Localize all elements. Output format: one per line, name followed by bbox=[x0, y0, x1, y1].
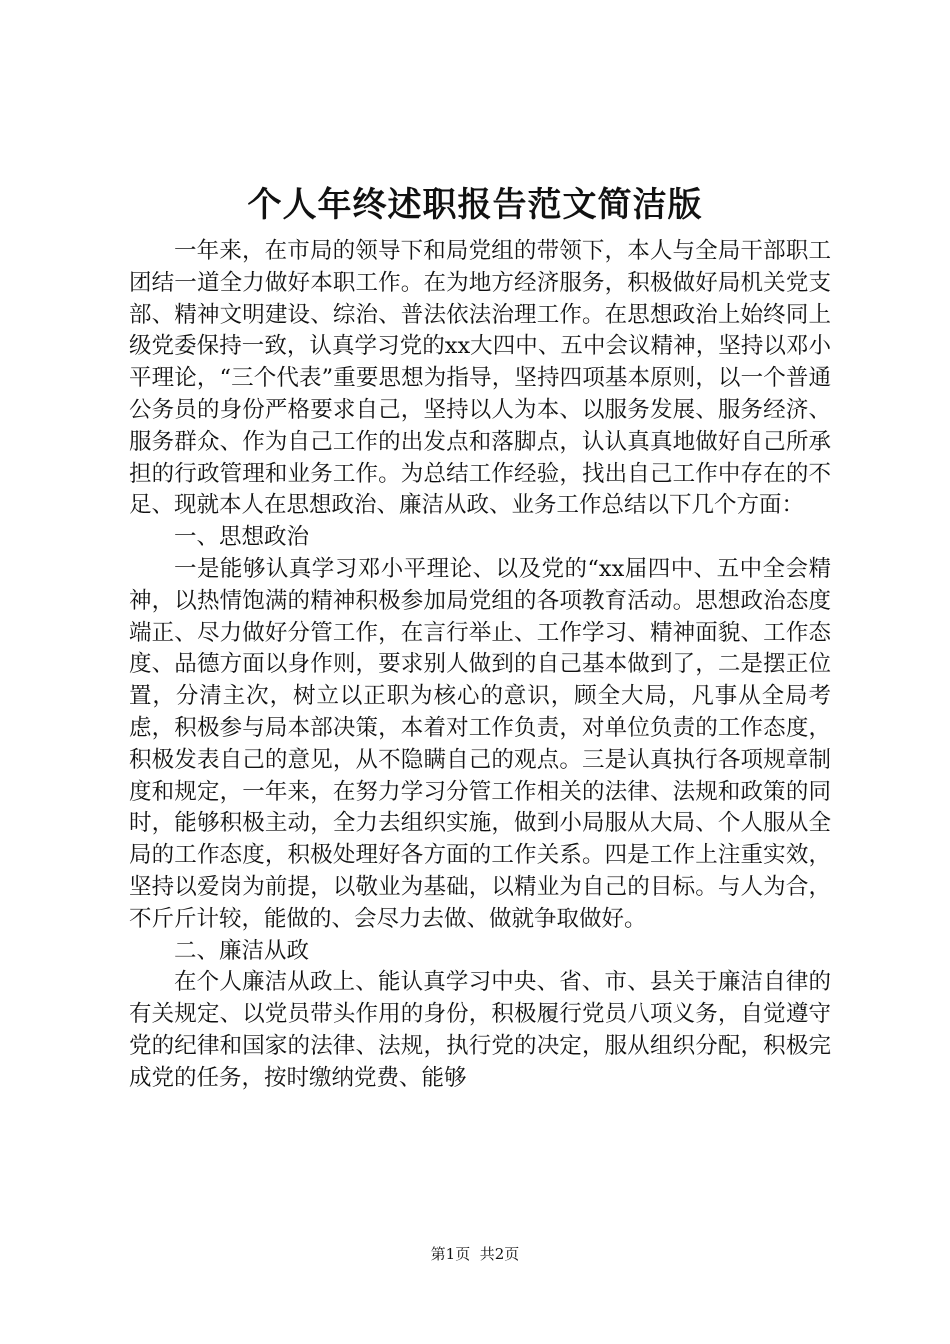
document-title: 个人年终述职报告范文简洁版 bbox=[247, 185, 703, 225]
section-heading-ideology: 一、思想政治 bbox=[174, 524, 310, 551]
document-body bbox=[129, 236, 831, 1095]
section-heading-integrity: 二、廉洁从政 bbox=[174, 937, 310, 964]
page-number-current: 第1页 bbox=[430, 1245, 471, 1263]
ideology-paragraph: 一是能够认真学习邓小平理论、以及党的“xx届四中、五中全会精神，以热情饱满的精神积极参加局党组的各项教育活动。思想政治态度端正、尽力做好分管工作，在言行举止、工作学习、精神面貌、工作态度、品德方面以身作则，要求别人做到的自己基本做到了，二是摆正位置，分清主次，树立以正职为核心的意识，顾全大局，凡事从全局考虑，积极参与局本部决策，本着对工作负责，对单位负责的工作态度，积极发表自己的意见，从不隐瞒自己的观点。三是认真执行各项规章制度和规定，一年来，在努力学习分管工作相关的法律、法规和政策的同时，能够积极主动，全力去组织实施，做到小局服从大局、个人服从全局的工作态度，积极处理好各方面的工作关系。四是工作上注重实效，坚持以爱岗为前提，以敬业为基础，以精业为自己的目标。与人为合，不斤斤计较，能做的、会尽力去做、做就争取做好。 bbox=[129, 555, 831, 932]
footer-separator bbox=[470, 1245, 480, 1263]
page-footer bbox=[0, 1244, 950, 1264]
page-number-total: 共2页 bbox=[479, 1245, 520, 1263]
intro-paragraph: 一年来，在市局的领导下和局党组的带领下，本人与全局干部职工团结一道全力做好本职工作。在为地方经济服务，积极做好局机关党支部、精神文明建设、综治、普法依法治理工作。在思想政治上始终同上级党委保持一致，认真学习党的xx大四中、五中会议精神，坚持以邓小平理论，“三个代表”重要思想为指导，坚持四项基本原则，以一个普通公务员的身份严格要求自己，坚持以人为本、以服务发展、服务经济、服务群众、作为自己工作的出发点和落脚点，认认真真地做好自己所承担的行政管理和业务工作。为总结工作经验，找出自己工作中存在的不足、现就本人在思想政治、廉洁从政、业务工作总结以下几个方面： bbox=[129, 238, 831, 519]
integrity-paragraph: 在个人廉洁从政上、能认真学习中央、省、市、县关于廉洁自律的有关规定、以党员带头作用的身份，积极履行党员八项义务，自觉遵守党的纪律和国家的法律、法规，执行党的决定，服从组织分配，积极完成党的任务，按时缴纳党费、能够 bbox=[129, 969, 831, 1091]
